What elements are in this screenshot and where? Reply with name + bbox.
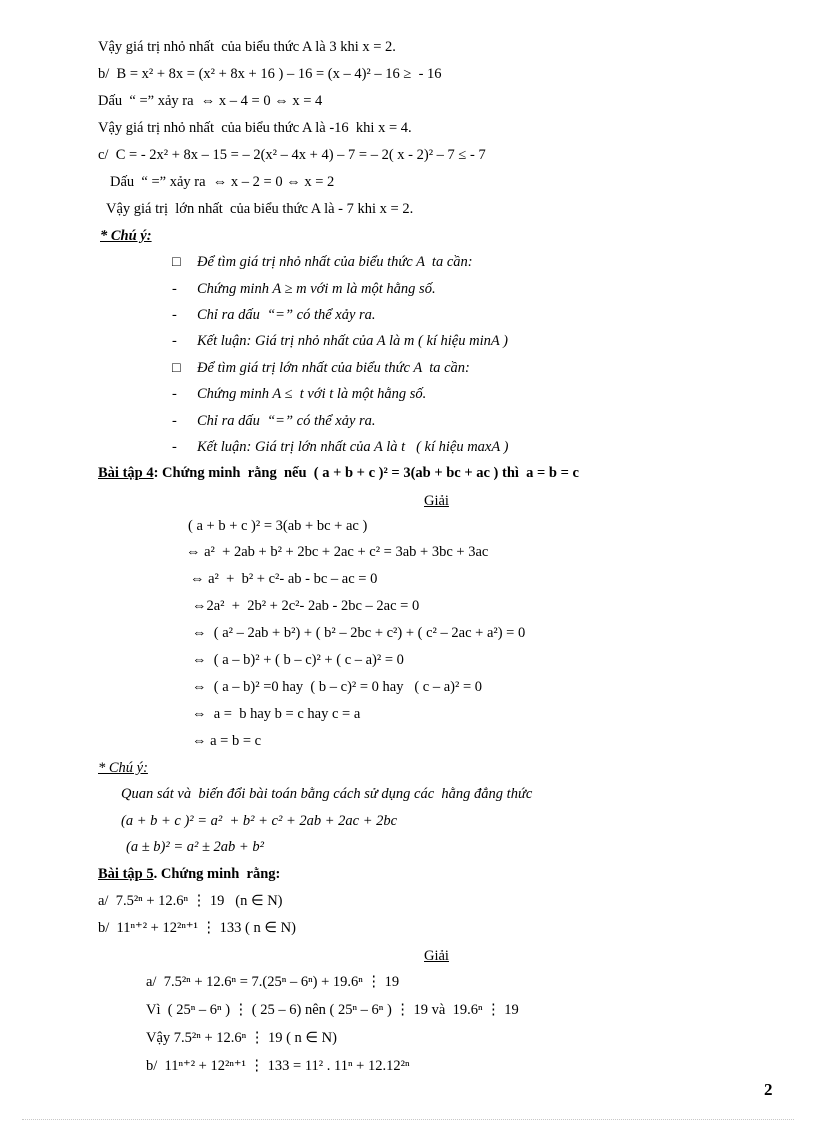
text-line: Để tìm giá trị lớn nhất của biểu thức A ta cần: bbox=[197, 360, 470, 376]
math-line: b/ 11ⁿ⁺² + 12²ⁿ⁺¹ ⋮ 133 ( n ∈ N) bbox=[98, 920, 296, 936]
text-line: Để tìm giá trị nhỏ nhất của biểu thức A ta cần: bbox=[197, 254, 473, 270]
math-line: a/ 7.5²ⁿ + 12.6ⁿ ⋮ 19 (n ∈ N) bbox=[98, 893, 283, 909]
dash-bullet-icon: - bbox=[172, 413, 177, 429]
note-heading: * Chú ý: bbox=[98, 760, 148, 776]
text-line: Vậy giá trị lớn nhất của biểu thức A là - 7 khi x = 2. bbox=[106, 201, 414, 217]
math-line: ⇔ ( a – b)² =0 hay ( b – c)² = 0 hay ( c – a)² = 0 bbox=[192, 679, 483, 695]
math-line: Vậy 7.5²ⁿ + 12.6ⁿ ⋮ 19 ( n ∈ N) bbox=[146, 1030, 337, 1046]
math-line: a/ 7.5²ⁿ + 12.6ⁿ = 7.(25ⁿ – 6ⁿ) + 19.6ⁿ ⋮ 19 bbox=[146, 974, 400, 990]
math-line: (a ± b)² = a² ± 2ab + b² bbox=[126, 839, 264, 855]
math-line: (a + b + c )² = a² + b² + c² + 2ab + 2ac + 2bc bbox=[121, 813, 398, 829]
text-line: Dấu “ =” xảy ra ⇔ x – 2 = 0 ⇔ x = 2 bbox=[110, 174, 335, 190]
text-line: Chứng minh A ≥ m với m là một hằng số. bbox=[197, 281, 436, 297]
dash-bullet-icon: - bbox=[172, 333, 177, 349]
page-number: 2 bbox=[764, 1080, 773, 1099]
solution-heading: Giải bbox=[424, 948, 449, 964]
exercise-label: Bài tập 4 bbox=[98, 465, 154, 481]
exercise-4-heading bbox=[98, 464, 579, 482]
math-line: Vì ( 25ⁿ – 6ⁿ ) ⋮ ( 25 – 6) nên ( 25ⁿ – 6ⁿ ) ⋮ 19 và 19.6ⁿ ⋮ 19 bbox=[146, 1002, 519, 1018]
square-bullet-icon: □ bbox=[172, 254, 181, 270]
note-heading: * Chú ý: bbox=[100, 228, 152, 244]
dash-bullet-icon: - bbox=[172, 307, 177, 323]
solution-heading: Giải bbox=[424, 493, 449, 509]
text-line: b/ B = x² + 8x = (x² + 8x + 16 ) – 16 = (x – 4)² – 16 ≥ - 16 bbox=[98, 66, 442, 82]
dash-bullet-icon: - bbox=[172, 281, 177, 297]
math-line: ⇔ ( a² – 2ab + b²) + ( b² – 2bc + c²) + ( c² – 2ac + a²) = 0 bbox=[192, 625, 526, 641]
square-bullet-icon: □ bbox=[172, 360, 181, 376]
exercise-label: Bài tập 5 bbox=[98, 866, 154, 882]
dash-bullet-icon: - bbox=[172, 386, 177, 402]
math-line: ⇔ a² + 2ab + b² + 2bc + 2ac + c² = 3ab + 3bc + 3ac bbox=[186, 544, 489, 560]
exercise-5-heading bbox=[98, 865, 280, 883]
math-line: ⇔ ( a – b)² + ( b – c)² + ( c – a)² = 0 bbox=[192, 652, 404, 668]
footer-divider bbox=[22, 1119, 794, 1120]
text-line: Dấu “ =” xảy ra ⇔ x – 4 = 0 ⇔ x = 4 bbox=[98, 93, 323, 109]
dash-bullet-icon: - bbox=[172, 439, 177, 455]
text-line: Chứng minh A ≤ t với t là một hằng số. bbox=[197, 386, 427, 402]
math-line: ⇔ a = b = c bbox=[192, 733, 262, 749]
text-line: Kết luận: Giá trị nhỏ nhất của A là m ( kí hiệu minA ) bbox=[197, 333, 508, 349]
math-line: ⇔ a² + b² + c²- ab - bc – ac = 0 bbox=[190, 571, 378, 587]
text-line: c/ C = - 2x² + 8x – 15 = – 2(x² – 4x + 4) – 7 = – 2( x - 2)² – 7 ≤ - 7 bbox=[98, 147, 486, 163]
math-line: ⇔ a = b hay b = c hay c = a bbox=[192, 706, 361, 722]
math-line: ⇔2a² + 2b² + 2c²- 2ab - 2bc – 2ac = 0 bbox=[192, 598, 420, 614]
exercise-statement: . Chứng minh rằng: bbox=[153, 866, 281, 882]
text-line: Chỉ ra dấu “=” có thể xảy ra. bbox=[197, 307, 376, 323]
text-line: Chỉ ra dấu “=” có thể xảy ra. bbox=[197, 413, 376, 429]
exercise-statement: : Chứng minh rằng nếu ( a + b + c )² = 3(ab + bc + ac ) thì a = b = c bbox=[153, 465, 579, 481]
math-line: ( a + b + c )² = 3(ab + bc + ac ) bbox=[188, 518, 368, 534]
text-line: Kết luận: Giá trị lớn nhất của A là t ( kí hiệu maxA ) bbox=[197, 439, 509, 455]
text-line: Vậy giá trị nhỏ nhất của biểu thức A là 3 khi x = 2. bbox=[98, 39, 396, 55]
math-line: b/ 11ⁿ⁺² + 12²ⁿ⁺¹ ⋮ 133 = 11² . 11ⁿ + 12.12²ⁿ bbox=[146, 1058, 410, 1074]
text-line: Quan sát và biến đổi bài toán bằng cách sử dụng các hằng đẳng thức bbox=[121, 786, 533, 802]
text-line: Vậy giá trị nhỏ nhất của biểu thức A là -16 khi x = 4. bbox=[98, 120, 412, 136]
